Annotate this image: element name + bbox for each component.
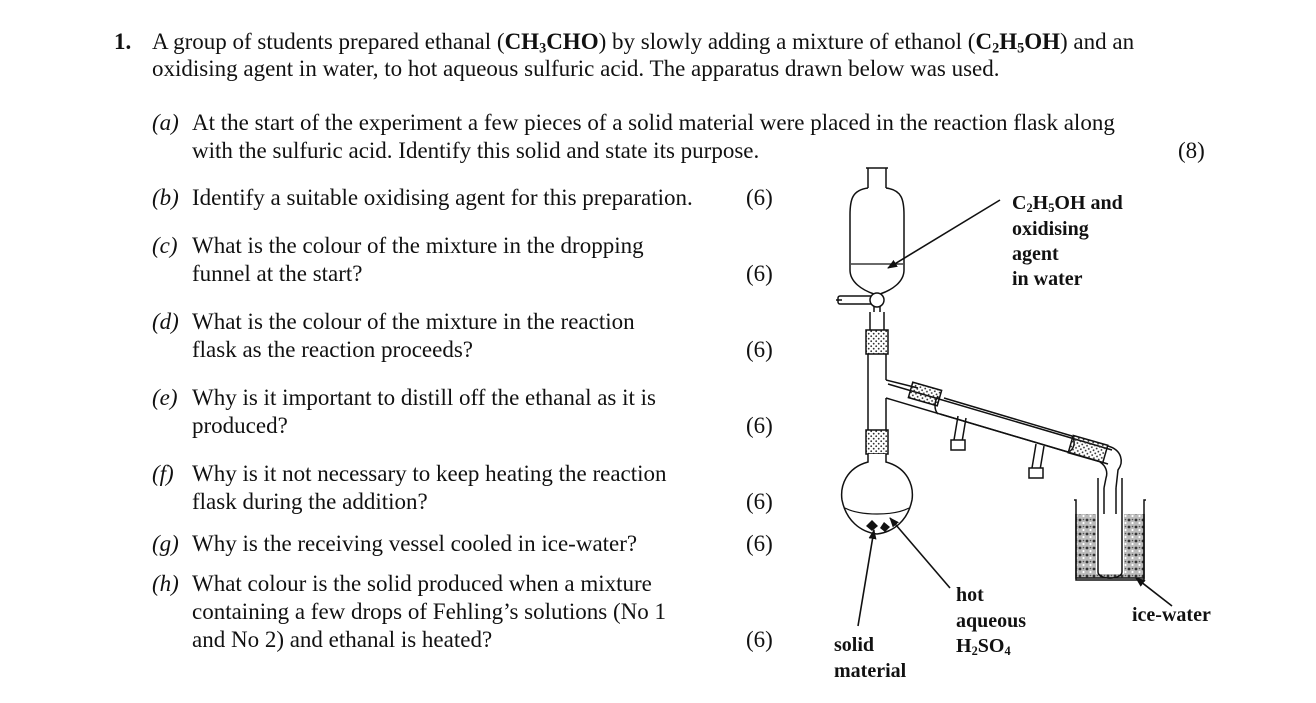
part-d-label: (d) [152,309,179,334]
reaction-flask [842,454,913,534]
part-g-marks: (6) [746,531,773,556]
part-e-text-line-2: produced? [192,413,288,438]
ice-water-label: ice-water [1132,604,1211,626]
question-intro-line-2: oxidising agent in water, to hot aqueous sulfuric acid. The apparatus drawn below was used. [152,56,1000,81]
part-h-text-line-1: What colour is the solid produced when a mixture [192,571,652,596]
part-f-label: (f) [152,461,174,486]
question-number: 1. [114,29,132,54]
funnel-contents-label-line-4: in water [1012,268,1083,290]
part-a-marks: (8) [1178,138,1205,163]
part-d-text-line-1: What is the colour of the mixture in the reaction [192,309,635,334]
part-e-label: (e) [152,385,178,410]
funnel-contents-label-line-3: agent [1012,243,1059,265]
part-c-label: (c) [152,233,178,258]
part-b-label: (b) [152,185,179,210]
funnel-contents-label-line-1: $C_2H_5OH$ and [1012,192,1123,216]
part-e-marks: (6) [746,413,773,438]
part-g-text-line-1: Why is the receiving vessel cooled in ice-water? [192,531,638,556]
part-h-text-line-3: and No 2) and ethanal is heated? [192,627,493,652]
hot-acid-label-line-1: hot [956,584,984,606]
condenser [886,382,1112,478]
dropping-funnel [836,168,904,312]
part-b-text-line-1: Identify a suitable oxidising agent for this preparation. [192,185,693,210]
part-a-text-line-2: with the sulfuric acid. Identify this solid and state its purpose. [192,138,760,163]
part-f-text-line-1: Why is it not necessary to keep heating the reaction [192,461,667,486]
ice-water-pointer [1136,578,1172,606]
part-b-marks: (6) [746,185,773,210]
part-a-text-line-1: At the start of the experiment a few pieces of a solid material were placed in the reaction flask along [192,110,1115,135]
acid-pointer [890,518,950,588]
funnel-joint [866,312,888,354]
solid-material-label-line-1: solid [834,634,875,656]
part-h-marks: (6) [746,627,773,652]
part-d-text-line-2: flask as the reaction proceeds? [192,337,473,362]
part-f-text-line-2: flask during the addition? [192,489,428,514]
part-g-label: (g) [152,531,179,556]
hot-acid-label-line-2: aqueous [956,610,1027,632]
part-f-marks: (6) [746,489,773,514]
part-h-label: (h) [152,571,179,596]
hot-acid-label-line-3: $H_2SO_4$ [956,635,1011,659]
solid-pointer [858,530,874,626]
question-intro-line-1: A group of students prepared ethanal $(CH_3CHO)$ by slowly adding a mixture of ethanol $(C_2H_5OH)$ and an [152,29,1135,57]
part-h-text-line-2: containing a few drops of Fehling’s solutions (No 1 [192,599,667,624]
part-c-text-line-2: funnel at the start? [192,261,363,286]
funnel-contents-pointer [888,200,1000,268]
flask-joint [866,430,888,454]
part-c-marks: (6) [746,261,773,286]
ice-water-beaker [1074,500,1146,580]
solid-material-label-line-2: material [834,660,907,682]
part-d-marks: (6) [746,337,773,362]
part-a-label: (a) [152,110,179,135]
funnel-contents-label-line-2: oxidising [1012,218,1089,240]
part-c-text-line-1: What is the colour of the mixture in the dropping [192,233,644,258]
part-e-text-line-1: Why is it important to distill off the ethanal as it is [192,385,656,410]
